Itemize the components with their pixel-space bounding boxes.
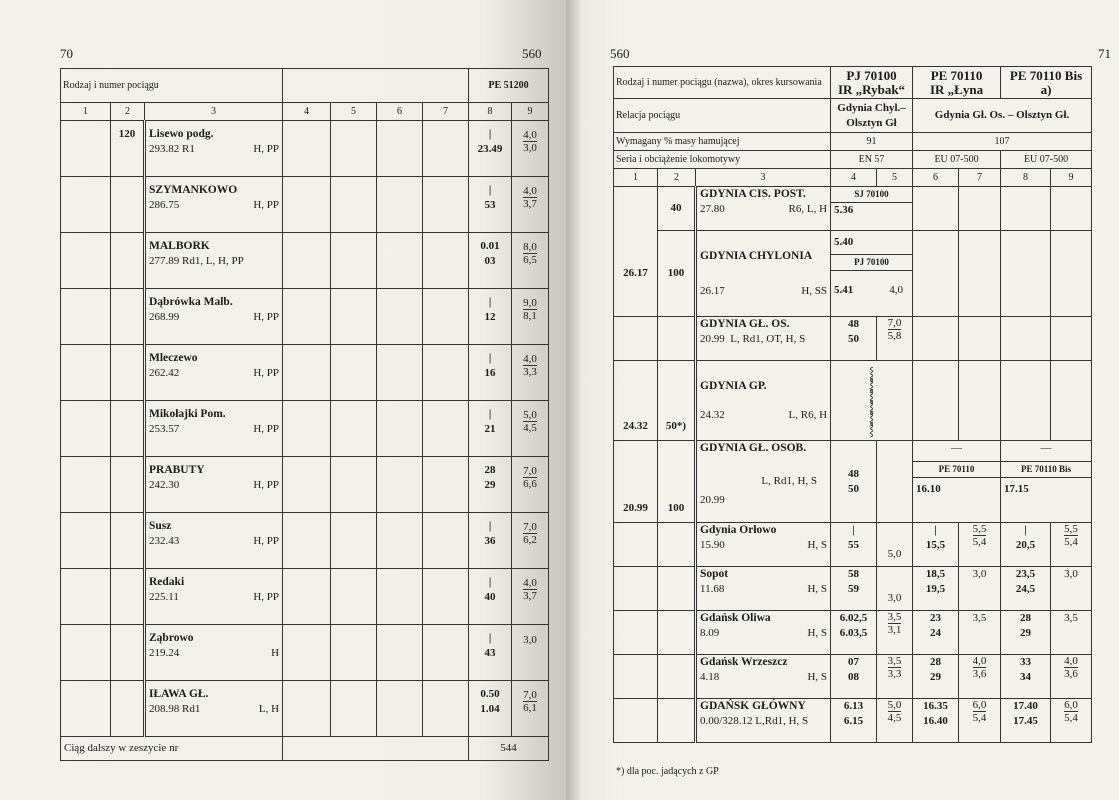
- speed-fraction: 3,5: [1064, 612, 1078, 624]
- station-name: Redaki: [149, 576, 185, 588]
- km: 24.32: [700, 408, 725, 421]
- time: 16.10: [916, 483, 941, 495]
- time: 1.04: [480, 703, 500, 715]
- station-name: GDYNIA GP.: [700, 379, 767, 392]
- time: 29: [484, 479, 496, 491]
- speed-fraction: $\frac{4,0}{3,6}$: [972, 655, 987, 680]
- dash: —: [951, 442, 963, 454]
- col-number: 8: [1001, 169, 1051, 187]
- page-number: 560: [522, 46, 542, 61]
- table-row: [61, 233, 549, 289]
- table-row: [614, 699, 1092, 743]
- speed-fraction: $\frac{5,5}{5,4}$: [972, 523, 987, 548]
- station-name: SZYMANKOWO: [149, 184, 238, 196]
- codes: H, PP: [253, 199, 280, 211]
- speed-fraction: $\frac{4,0}{3,7}$: [523, 577, 537, 602]
- station-name: MALBORK: [149, 240, 210, 252]
- table-row: [61, 681, 549, 737]
- col-number: 3: [145, 103, 283, 121]
- time: 0.01: [480, 240, 500, 252]
- station-name: Lisewo podg.: [149, 128, 214, 140]
- station-name: PRABUTY: [149, 464, 205, 476]
- col-number: 6: [377, 103, 423, 121]
- time: |: [1024, 524, 1027, 536]
- time: 12: [484, 311, 496, 323]
- codes: H, S: [807, 671, 828, 683]
- train-header: [913, 67, 1001, 99]
- time: |: [488, 128, 492, 140]
- footer-value: 544: [469, 737, 549, 761]
- train-number: PJ 70100: [846, 67, 897, 83]
- brake-value: 91: [831, 133, 913, 151]
- time: |: [488, 576, 492, 588]
- time: 6.15: [843, 715, 864, 727]
- time: 43: [484, 647, 496, 659]
- codes: H, S: [807, 627, 828, 639]
- col-number: 9: [1051, 169, 1092, 187]
- speed-fraction: $\frac{7,0}{6,6}$: [523, 465, 537, 490]
- codes: R6, L, H: [788, 203, 828, 215]
- speed-fraction: $\frac{3,5}{3,1}$: [887, 611, 902, 636]
- km: 208.98 Rd1: [149, 703, 201, 715]
- train-name: a): [1040, 81, 1052, 97]
- codes: L, Rd1, H, S: [761, 475, 818, 487]
- km: 286.75: [149, 199, 180, 211]
- time: 21: [484, 423, 496, 435]
- train-number: PE 51200: [469, 69, 549, 103]
- time: 59: [848, 583, 860, 595]
- time: 5.40: [834, 236, 854, 248]
- speed-fraction: $\frac{6,0}{5,4}$: [972, 699, 987, 724]
- col-number: 4: [831, 169, 877, 187]
- col-number: 6: [913, 169, 959, 187]
- station-name: GDYNIA GŁ. OSOB.: [700, 442, 807, 454]
- codes: H, PP: [253, 143, 280, 155]
- speed-value: 4,0: [889, 284, 904, 296]
- header-train-label: Rodzaj i numer pociągu (nazwa), okres kursowania: [614, 67, 831, 99]
- speed: 40: [658, 187, 696, 231]
- codes: H, SS: [801, 284, 828, 297]
- train-label: SJ 70100: [831, 187, 912, 203]
- train-label: PE 70110: [913, 461, 1000, 478]
- timetable-left: [60, 68, 549, 761]
- km: 11.68: [700, 583, 725, 595]
- time: 17.45: [1013, 715, 1038, 727]
- table-row: [61, 457, 549, 513]
- time: 23: [930, 612, 942, 624]
- col-number: 7: [959, 169, 1001, 187]
- brake-value: 107: [913, 133, 1092, 151]
- time: 23,5: [1015, 568, 1036, 580]
- km: 293.82 R1: [149, 143, 195, 155]
- codes: L, R6, H: [788, 408, 828, 421]
- table-row: [61, 569, 549, 625]
- time: 16.40: [923, 715, 948, 727]
- train-name: IR „Łyna: [929, 81, 984, 97]
- speed: 50*): [658, 361, 696, 441]
- timetable-right: [613, 66, 1092, 743]
- codes: H, PP: [253, 367, 280, 379]
- time: 0.50: [480, 688, 500, 700]
- km: 268.99: [149, 311, 180, 323]
- km: 0.00/328.12 L,Rd1, H, S: [700, 715, 809, 727]
- time: |: [488, 632, 492, 644]
- train-label: PJ 70100: [831, 254, 912, 271]
- header-brake-label: Wymagany % masy hamującej: [614, 133, 831, 151]
- codes: L, Rd1, OT, H, S: [730, 333, 806, 345]
- speed-value: 3,0: [877, 567, 913, 611]
- page-number: 70: [60, 46, 73, 61]
- time: |: [852, 524, 855, 536]
- relation: Gdynia Gł. Os. – Olsztyn Gł.: [913, 99, 1092, 133]
- speed-fraction: $\frac{7,0}{5,8}$: [887, 317, 902, 342]
- relation: Gdynia Chyl.– Olsztyn Gł: [831, 99, 913, 133]
- col-number: 2: [111, 103, 145, 121]
- time: 24: [930, 627, 942, 639]
- col-number: 8: [469, 103, 512, 121]
- station-name: Ząbrowo: [149, 632, 194, 644]
- time: |: [488, 408, 492, 420]
- codes: H, PP: [253, 311, 280, 323]
- time: 16: [484, 367, 496, 379]
- time: 29: [930, 671, 942, 683]
- col-number: 4: [283, 103, 331, 121]
- speed-fraction: $\frac{4,0}{3,7}$: [523, 185, 537, 210]
- speed-fraction: $\frac{3,5}{3,3}$: [887, 655, 902, 680]
- speed: 100: [658, 441, 696, 523]
- codes: H: [271, 647, 280, 659]
- table-row: [61, 513, 549, 569]
- time: 40: [484, 591, 496, 603]
- km: 15.90: [700, 539, 725, 551]
- train-header: [831, 67, 913, 99]
- station-name: IŁAWA GŁ.: [149, 688, 209, 700]
- time: 17.15: [1004, 483, 1029, 495]
- speed-fraction: $\frac{5,0}{4,5}$: [887, 699, 902, 724]
- col-number: 2: [658, 169, 696, 187]
- table-row: [61, 289, 549, 345]
- codes: H, S: [807, 583, 828, 595]
- station-name: GDYNIA GŁ. OS.: [700, 318, 790, 330]
- time: 08: [848, 671, 860, 683]
- speed-fraction: 3,0: [1064, 568, 1078, 580]
- station-name: Dąbrówka Malb.: [149, 296, 233, 308]
- page-number: 71: [1098, 46, 1111, 61]
- speed-fraction: $\frac{4,0}{3,3}$: [523, 353, 537, 378]
- train-name: IR „Rybak“: [837, 81, 906, 97]
- header-relation-label: Relacja pociągu: [614, 99, 831, 133]
- time: 23.49: [477, 143, 503, 155]
- train-number: PE 70110 Bis: [1009, 67, 1083, 83]
- time: 48: [848, 467, 860, 480]
- col-number: 9: [512, 103, 549, 121]
- time: 19,5: [925, 583, 946, 595]
- loco-value: EN 57: [831, 151, 913, 169]
- time: 18,5: [925, 568, 946, 580]
- time: 28: [484, 464, 496, 476]
- codes: H, PP: [253, 479, 280, 491]
- train-label: PE 70110 Bis: [1001, 461, 1091, 478]
- footnote: *) dla poc. jadących z GP: [616, 766, 719, 777]
- speed-fraction: $\frac{4,0}{3,0}$: [523, 129, 537, 154]
- km-col: 26.17: [614, 231, 658, 317]
- station-name: Mleczewo: [149, 352, 198, 364]
- header-loco-label: Seria i obciążenie lokomotywy: [614, 151, 831, 169]
- speed-fraction: $\frac{7,0}{6,1}$: [523, 689, 537, 714]
- footer-label: Ciąg dalszy w zeszycie nr: [61, 737, 283, 761]
- time: 28: [1020, 612, 1032, 624]
- loco-value: EU 07-500: [1001, 151, 1092, 169]
- right-page: [566, 0, 1119, 800]
- col-number: 3: [696, 169, 831, 187]
- km: 242.30: [149, 479, 180, 491]
- time: 20,5: [1015, 539, 1036, 551]
- time: 16.35: [923, 700, 948, 712]
- table-row: [61, 121, 549, 177]
- time: 17.40: [1013, 700, 1038, 712]
- speed: 100: [658, 231, 696, 317]
- table-row: [61, 177, 549, 233]
- speed-fraction: $\frac{7,0}{6,2}$: [523, 521, 537, 546]
- station-name: Mikołajki Pom.: [149, 408, 226, 420]
- table-row: [61, 625, 549, 681]
- km: 27.80: [700, 203, 725, 215]
- table-row: [614, 567, 1092, 611]
- table-row: [614, 655, 1092, 699]
- station-name: Susz: [149, 520, 172, 532]
- station-name: GDAŃSK GŁÓWNY: [700, 700, 806, 712]
- time: 36: [484, 535, 496, 547]
- table-row: [614, 231, 1092, 317]
- col-number: 7: [423, 103, 469, 121]
- station-name: GDYNIA CIS. POST.: [700, 188, 806, 200]
- speed-fraction: 3,0: [972, 568, 987, 580]
- table-row: [61, 345, 549, 401]
- time: 6.02,5: [839, 612, 868, 624]
- codes: L, H: [258, 703, 280, 715]
- speed-fraction: $\frac{6,0}{5,4}$: [1064, 699, 1078, 724]
- time: 5.36: [834, 204, 854, 216]
- speed: 120: [111, 121, 145, 177]
- km: 232.43: [149, 535, 180, 547]
- codes: H, S: [807, 539, 828, 551]
- table-row: [614, 523, 1092, 567]
- time: 6.03,5: [839, 627, 868, 639]
- time: 48: [848, 318, 860, 330]
- dash: —: [1040, 442, 1052, 454]
- km: 26.17: [700, 284, 725, 297]
- table-row: [614, 611, 1092, 655]
- speed-fraction: $\frac{4,0}{3,6}$: [1064, 655, 1078, 680]
- km: 8.09: [700, 627, 720, 639]
- squiggle-mark: ⸾ ⸾ ⸾ ⸾ ⸾ ⸾: [831, 361, 913, 441]
- time: |: [488, 296, 492, 308]
- km: 20.99: [700, 494, 725, 506]
- table-row: [614, 361, 1092, 441]
- time: 07: [848, 656, 860, 668]
- time: 29: [1020, 627, 1032, 639]
- header-label: Rodzaj i numer pociągu: [61, 69, 283, 103]
- time: 55: [848, 539, 860, 551]
- km: 20.99: [700, 333, 725, 345]
- time: 28: [930, 656, 942, 668]
- km-col: 20.99: [614, 441, 658, 523]
- time: 24,5: [1015, 583, 1036, 595]
- time: 34: [1020, 671, 1032, 683]
- train-header: [1001, 67, 1092, 99]
- table-row: [614, 187, 1092, 231]
- station-name: Gdańsk Oliwa: [700, 612, 771, 624]
- speed-fraction: $\frac{5,5}{5,4}$: [1064, 523, 1078, 548]
- speed-fraction: $\frac{8,0}{6,5}$: [523, 241, 537, 266]
- codes: H, PP: [253, 423, 280, 435]
- page-number: 560: [610, 46, 630, 61]
- km: 219.24: [149, 647, 180, 659]
- time: |: [488, 184, 492, 196]
- km: 262.42: [149, 367, 180, 379]
- time: 6.13: [843, 700, 864, 712]
- km: 253.57: [149, 423, 180, 435]
- time: 53: [484, 199, 496, 211]
- time: 5.41: [834, 284, 854, 296]
- speed-fraction: $\frac{9,0}{8,1}$: [523, 297, 537, 322]
- station-name: GDYNIA CHYLONIA: [700, 249, 813, 262]
- time: 50: [848, 482, 860, 495]
- time: 33: [1020, 656, 1032, 668]
- codes: H, PP: [253, 591, 280, 603]
- col-number: 1: [61, 103, 111, 121]
- train-number: PE 70110: [930, 67, 983, 83]
- col-number: 5: [331, 103, 377, 121]
- time: 15,5: [925, 539, 946, 551]
- km: 277.89 Rd1, L, H, PP: [149, 255, 244, 267]
- time: 50: [848, 333, 860, 345]
- table-row: [614, 441, 1092, 523]
- col-number: 5: [877, 169, 913, 187]
- km: 4.18: [700, 671, 720, 683]
- station-name: Sopot: [700, 568, 729, 580]
- speed-fraction: 3,5: [972, 612, 987, 624]
- table-row: [614, 317, 1092, 361]
- loco-value: EU 07-500: [913, 151, 1001, 169]
- time: 03: [484, 255, 496, 267]
- speed-value: 5,0: [877, 523, 913, 567]
- table-row: [61, 401, 549, 457]
- codes: H, PP: [253, 535, 280, 547]
- time: 58: [848, 568, 860, 580]
- time: |: [488, 520, 492, 532]
- km-col: 24.32: [614, 361, 658, 441]
- station-name: Gdynia Orłowo: [700, 524, 777, 536]
- speed-fraction: $\frac{5,0}{4,5}$: [523, 409, 537, 434]
- time: |: [934, 524, 937, 536]
- station-name: Gdańsk Wrzeszcz: [700, 656, 788, 668]
- speed-fraction: 3,0: [523, 634, 537, 646]
- col-number: 1: [614, 169, 658, 187]
- time: |: [488, 352, 492, 364]
- km: 225.11: [149, 591, 179, 603]
